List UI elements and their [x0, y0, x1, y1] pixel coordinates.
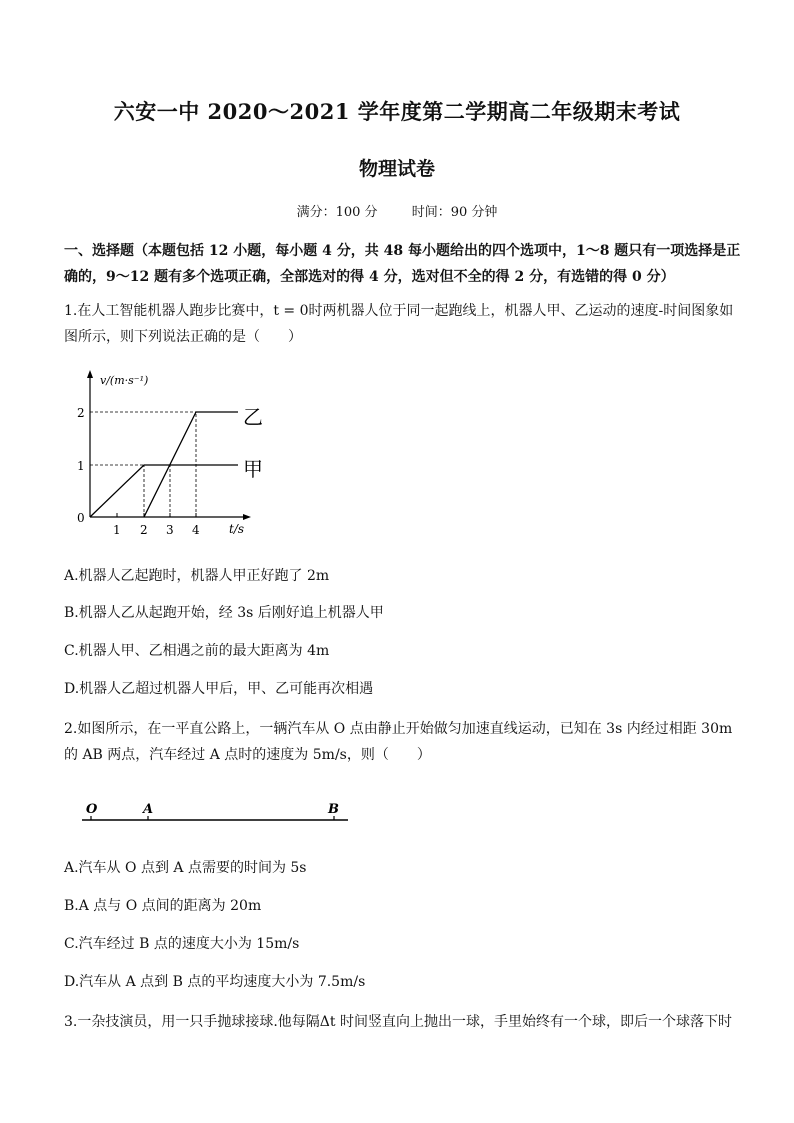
question-2-stem: 2.如图所示，在一平直公路上，一辆汽车从 O 点由静止开始做匀加速直线运动，已知在 3s 内经过相距 30m 的 AB 两点，汽车经过 A 点时的速度为 5m/s，则（ ）: [64, 721, 733, 763]
q1-option-a: A.机器人乙起跑时，机器人甲正好跑了 2m: [64, 568, 330, 584]
y-axis-label: v/(m·s⁻¹): [100, 374, 149, 387]
x-tick-2: 2: [140, 523, 148, 537]
q2-road-figure: [76, 782, 366, 828]
q1-option-b: B.机器人乙从起跑开始，经 3s 后刚好追上机器人甲: [64, 605, 384, 621]
point-a-label: A: [143, 802, 154, 817]
series-jia-line: [90, 465, 238, 517]
q1-option-c: C.机器人甲、乙相遇之前的最大距离为 4m: [64, 643, 330, 659]
point-b-label: B: [328, 802, 339, 817]
q2-option-a: A.汽车从 O 点到 A 点需要的时间为 5s: [64, 860, 307, 876]
exam-title: 六安一中 2020～2021 学年度第二学期高二年级期末考试: [113, 99, 681, 124]
y-axis-arrow: [87, 370, 93, 378]
point-o-label: O: [86, 802, 98, 817]
x-tick-4: 4: [192, 523, 200, 537]
series-label-jia: 甲: [243, 457, 263, 481]
origin-label: 0: [77, 511, 85, 525]
q1-option-d: D.机器人乙超过机器人甲后，甲、乙可能再次相遇: [64, 681, 374, 697]
x-tick-3: 3: [166, 523, 174, 537]
y-tick-2: 2: [77, 406, 85, 420]
q2-option-c: C.汽车经过 B 点的速度大小为 15m/s: [64, 936, 300, 952]
series-label-yi: 乙: [243, 405, 263, 429]
y-tick-1: 1: [77, 459, 85, 473]
exam-time: 时间：90 分钟: [411, 205, 498, 220]
x-axis-arrow: [243, 514, 251, 520]
x-tick-1: 1: [113, 523, 121, 537]
full-score: 满分：100 分: [296, 205, 378, 220]
question-3-stem: 3.一杂技演员，用一只手抛球接球.他每隔Δt 时间竖直向上抛出一球，手里始终有一个球，即后一个球落下时: [64, 1014, 732, 1030]
q2-option-d: D.汽车从 A 点到 B 点的平均速度大小为 7.5m/s: [64, 974, 366, 990]
q1-vt-graph: [60, 366, 290, 546]
q2-option-b: B.A 点与 O 点间的距离为 20m: [64, 898, 262, 914]
exam-subtitle: 物理试卷: [358, 158, 435, 180]
x-axis-label: t/s: [229, 522, 245, 536]
exam-meta: [0, 201, 794, 220]
question-1-stem: 1.在人工智能机器人跑步比赛中，t = 0时两机器人位于同一起跑线上，机器人甲、乙运动的速度-时间图象如图所示，则下列说法正确的是（ ）: [64, 303, 734, 345]
section-instructions: 一、选择题（本题包括 12 小题，每小题 4 分，共 48 每小题给出的四个选项中，1～8 题只有一项选择是正确的，9～12 题有多个选项正确，全部选对的得 4 分，选对但不全的得 2 分，有选错的得 0 分）: [64, 243, 741, 285]
